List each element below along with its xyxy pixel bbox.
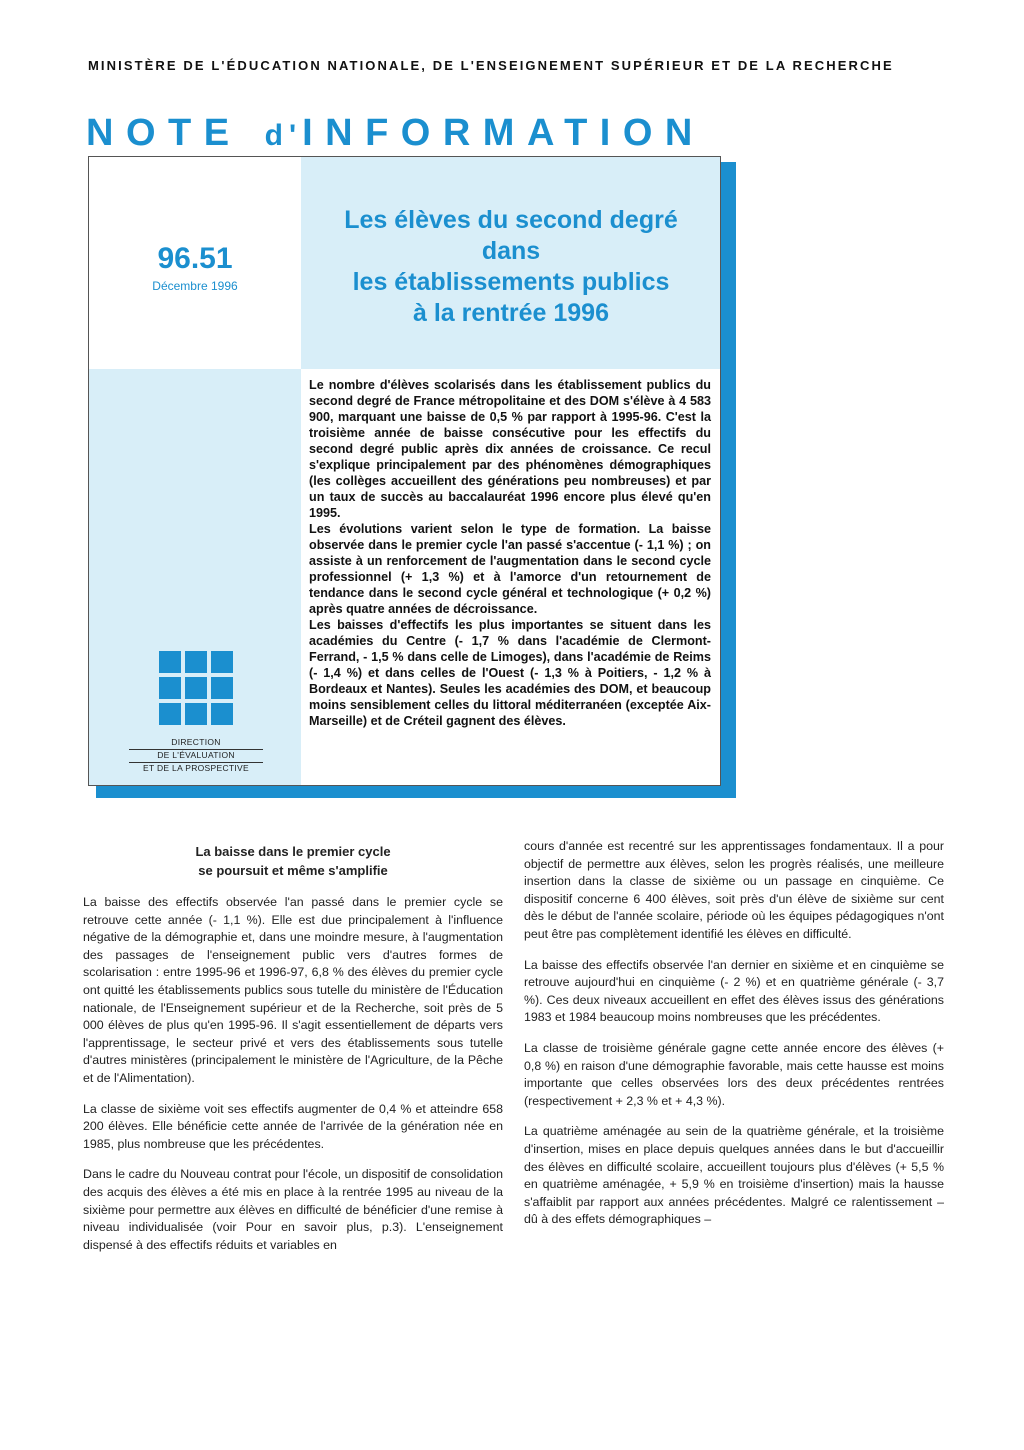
headline-line: Les élèves du second degré — [344, 206, 678, 234]
body-paragraph: La quatrième aménagée au sein de la quatrième générale, et la troisième d'insertion, mises en place depuis quelques années dans le but d'accueillir des élèves en difficulté scolaire, accueillent toujours plus d'élèves (+ 5,5 % en quatrième aménagée, + 5,9 % en troisième d'insertion) mais la hausse s'affaiblit par rapport aux années précédentes. Malgré ce ralentissement – dû à des effets démographiques – — [524, 1124, 944, 1227]
publication-title — [86, 112, 705, 155]
box-shadow-right — [721, 162, 736, 798]
logo-line-1: DIRECTION — [129, 737, 263, 750]
body-paragraph: Dans le cadre du Nouveau contrat pour l'école, un dispositif de consolidation des acquis des élèves a été mis en place à la rentrée 1995 au niveau de la sixième pour permettre aux élèves en difficulté de bénéficier d'une remise à niveau individualisée (voir Pour en savoir plus, p.3). L'enseignement dispensé à des effectifs réduits et variables en — [83, 1167, 503, 1252]
body-paragraph: La baisse des effectifs observée l'an dernier en sixième et en cinquième se retrouve aujourd'hui en cinquième (- 2 %) et en quatrième générale (- 3,7 %). Ces deux niveaux accueillent en effet des élèves issus des générations 1983 et 1984 beaucoup moins nombreuses que les précédentes. — [524, 957, 944, 1025]
body-paragraph: La classe de troisième générale gagne cette année encore des élèves (+ 0,8 %) en raison d'une démographie favorable, mais cette hausse est moins importante que celles observées lors des deux précédentes rentrées (respectivement + 2,3 % et + 4,3 %). — [524, 1040, 944, 1108]
headline-panel — [301, 157, 720, 369]
summary-paragraph: Le nombre d'élèves scolarisés dans les établissement publics du second degré de France métropolitaine et des DOM s'élève à 4 583 900, marquant une baisse de 0,5 % par rapport à 1995-96. C'est la troisième année de baisse consécutive pour les effectifs du second degré public après dix années de croissance. Ce recul s'explique principalement par des phénomènes démographiques (les collèges accueillent des générations peu nombreuses) et par un taux de succès au baccalauréat 1996 encore plus élevé qu'en 1995. — [309, 378, 711, 520]
body-paragraph: cours d'année est recentré sur les apprentissages fondamentaux. Il a pour objectif de permettre aux élèves, selon les progrès réalisés, une meilleure insertion dans la classe de sixième ou un passage en cinquième. Ce dispositif concerne 6 400 élèves, soit près d'un élève de sixième sur cent dès le début de l'année scolaire, période où les équipes pédagogiques n'ont peut être pas complètement identifié les élèves en difficulté. — [524, 839, 944, 941]
body-paragraph: La classe de sixième voit ses effectifs augmenter de 0,4 % et atteindre 658 200 élèves. Elle bénéficie cette année de l'arrivée de la génération née en 1985, plus nombreuse que les précédentes. — [83, 1101, 503, 1151]
box-shadow-bottom — [96, 786, 736, 798]
logo-caption — [129, 737, 263, 774]
title-note: NOTE — [86, 112, 265, 154]
summary-paragraph: Les évolutions varient selon le type de formation. La baisse observée dans le premier cycle l'an passé s'accentue (- 1,1 %) ; on assiste à un renforcement de l'augmentation dans le second cycle professionnel (+ 1,3 %) et à l'amorce d'un retournement de tendance dans le second cycle général et technologique (+ 0,2 %) après quatre années de décroissance. — [309, 522, 711, 616]
summary-paragraph: Les baisses d'effectifs les plus importantes se situent dans les académies du Centre (- 1,7 % dans l'académie de Clermont-Ferrand, - 1,5 % dans celle de Limoges), dans l'académie de Reims (- 1,4 %) et dans celles de l'Ouest (- 1,3 % à Poitiers, - 1,2 % à Bordeaux et Nantes). Seules les académies des DOM, et beaucoup moins sensiblement celles du littoral méditerranéen (exceptée Aix-Marseille) et de Créteil gagnent des élèves. — [309, 618, 711, 728]
issue-number: 96.51 — [157, 242, 233, 275]
title-information: INFORMATION — [302, 112, 705, 154]
issue-panel — [89, 157, 301, 369]
dep-logo-icon — [159, 651, 233, 725]
issue-date: Décembre 1996 — [152, 279, 238, 293]
body-paragraph: La baisse des effectifs observée l'an passé dans le premier cycle se retrouve cette année (- 1,1 %). Elle est due principalement à l'influence négative de la démographie et, dans une moindre mesure, à l'augmentation des passages de l'enseignement public vers d'autres formes de scolarisation : entre 1995-96 et 1996-97, 6,8 % des élèves du premier cycle ont quitté les établissements publics sous tutelle du ministère de l'Éducation nationale, de l'Enseignement supérieur et de la Recherche, soit près de 5 000 élèves de plus qu'en 1995-96. Il s'agit essentiellement de départs vers l'apprentissage, le secteur privé et vers des établissements sous tutelle d'autres ministères (principalement le ministère de l'Agriculture, de la Pêche et de l'Alimentation). — [83, 895, 503, 1085]
title-d: d' — [264, 119, 303, 152]
headline-line: à la rentrée 1996 — [413, 299, 609, 327]
summary — [309, 377, 711, 729]
section-heading-line: La baisse dans le premier cycle — [195, 844, 391, 859]
header-box — [88, 156, 721, 786]
headline-line: dans — [481, 237, 541, 265]
section-heading — [83, 842, 503, 880]
ministry-header: MINISTÈRE DE L'ÉDUCATION NATIONALE, DE L'ENSEIGNEMENT SUPÉRIEUR ET DE LA RECHERCHE — [88, 58, 894, 73]
logo-line-2: DE L'ÉVALUATION — [129, 750, 263, 763]
body-column-left — [83, 842, 503, 1267]
logo-panel — [89, 369, 301, 785]
headline — [311, 205, 711, 329]
logo-line-3: ET DE LA PROSPECTIVE — [143, 763, 249, 773]
body-column-right — [524, 838, 944, 1242]
summary-panel — [301, 369, 720, 785]
section-heading-line: se poursuit et même s'amplifie — [198, 863, 388, 878]
headline-line: les établissements publics — [352, 268, 670, 296]
